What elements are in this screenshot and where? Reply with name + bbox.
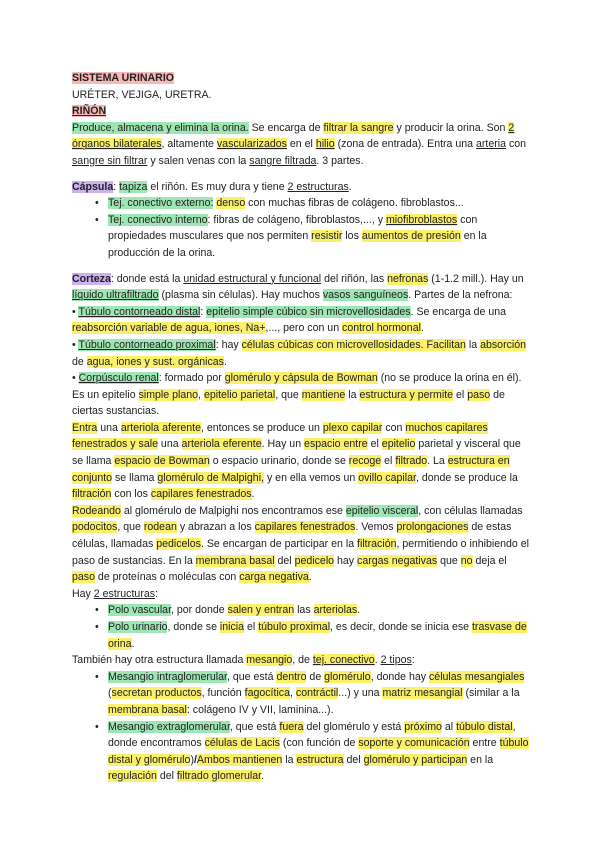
paragraph-tubulo-proximal: • Túbulo contorneado proximal: hay células cúbicas con microvellosidades. Facilitan la absorción de agua, iones y sust. orgánicas.: [72, 338, 527, 368]
paragraph-intro: Produce, almacena y elimina la orina. Se encarga de filtrar la sangre y producir la orina. Son 2 órganos bilaterales, altamente vascularizados en el hilio (zona de entrada). Entra una arteria con sangre sin filtrar y salen venas con la sangre filtrada. 3 partes.: [72, 121, 527, 167]
list-item: • Tej. conectivo interno: fibras de colágeno, fibroblastos,..., y miofibroblastos con propiedades musculares que nos permiten resistir los aumentos de presión en la producción de la orina.: [108, 212, 532, 262]
list-item: • Tej. conectivo externo: denso con muchas fibras de colágeno. fibroblastos...: [108, 195, 532, 212]
paragraph-capsula: Cápsula: tapiza el riñón. Es muy dura y tiene 2 estructuras.: [72, 180, 352, 193]
list-item: • Mesangio extraglomerular, que está fuera del glomérulo y está próximo al túbulo distal, donde encontramos células de Lacis (con función de soporte y comunicación entre túbulo distal y glomérulo)/Ambos mantienen la estructura del glomérulo y participan en la regulación del filtrado glomerular.: [108, 719, 532, 785]
document-page: [72, 70, 532, 785]
paragraph-tubulo-distal: • Túbulo contorneado distal: epitelio simple cúbico sin microvellosidades. Se encarga de una reabsorción variable de agua, iones, Na+,..., pero con un control hormonal.: [72, 305, 507, 335]
paragraph-tambien: También hay otra estructura llamada mesangio, de tej. conectivo. 2 tipos:: [72, 654, 415, 667]
paragraph-corteza: Corteza: donde está la unidad estructural y funcional del riñón, las nefronas (1-1.2 mill.). Hay un líquido ultrafiltrado (plasma sin células). Hay muchos vasos sanguíneos. Partes de la nefrona:: [72, 272, 524, 302]
list-item: • Mesangio intraglomerular, que está dentro de glomérulo, donde hay células mesangiales (secretan productos, función fagocítica, contráctil...) y una matriz mesangial (similar a la membrana basal: colágeno IV y VII, laminina...).: [108, 669, 532, 719]
document-subtitle: URÉTER, VEJIGA, URETRA.: [72, 88, 212, 101]
paragraph-hay-2: Hay 2 estructuras:: [72, 587, 158, 600]
list-item: • Polo urinario, donde se inicia el túbulo proximal, es decir, donde se inicia ese trasvase de orina.: [108, 619, 532, 652]
document-title: SISTEMA URINARIO: [72, 72, 175, 84]
paragraph-entra: Entra una arteriola aferente, entonces se produce un plexo capilar con muchos capilares fenestrados y sale una arteriola eferente. Hay un espacio entre el epitelio parietal y visceral que se llama espacio de Bowman o espacio urinario, donde se recoge el filtrado. La estructura en conjunto se llama glomérulo de Malpighi, y en ella vemos un ovillo capilar, donde se produce la filtración con los capilares fenestrados.: [72, 421, 521, 501]
mesangio-list: [72, 669, 532, 785]
paragraph-corpusculo: • Corpúsculo renal: formado por glomérulo y cápsula de Bowman (no se produce la orina en él). Es un epitelio simple plano, epitelio parietal, que mantiene la estructura y permite el paso de ciertas sustancias.: [72, 372, 522, 418]
list-item: • Polo vascular, por donde salen y entran las arteriolas.: [108, 602, 532, 619]
capsula-list: [72, 195, 532, 261]
paragraph-rodeando: Rodeando al glomérulo de Malpighi nos encontramos ese epitelio visceral, con células llamadas podocitos, que rodean y abrazan a los capilares fenestrados. Vemos prolongaciones de estas células, llamadas pedicelos. Se encargan de participar en la filtración, permitiendo o inhibiendo el paso de sustancias. En la membrana basal del pedicelo hay cargas negativas que no deja el paso de proteínas o moléculas con carga negativa.: [72, 504, 529, 584]
rinon-heading: RIÑÓN: [72, 105, 107, 118]
polos-list: [72, 602, 532, 652]
